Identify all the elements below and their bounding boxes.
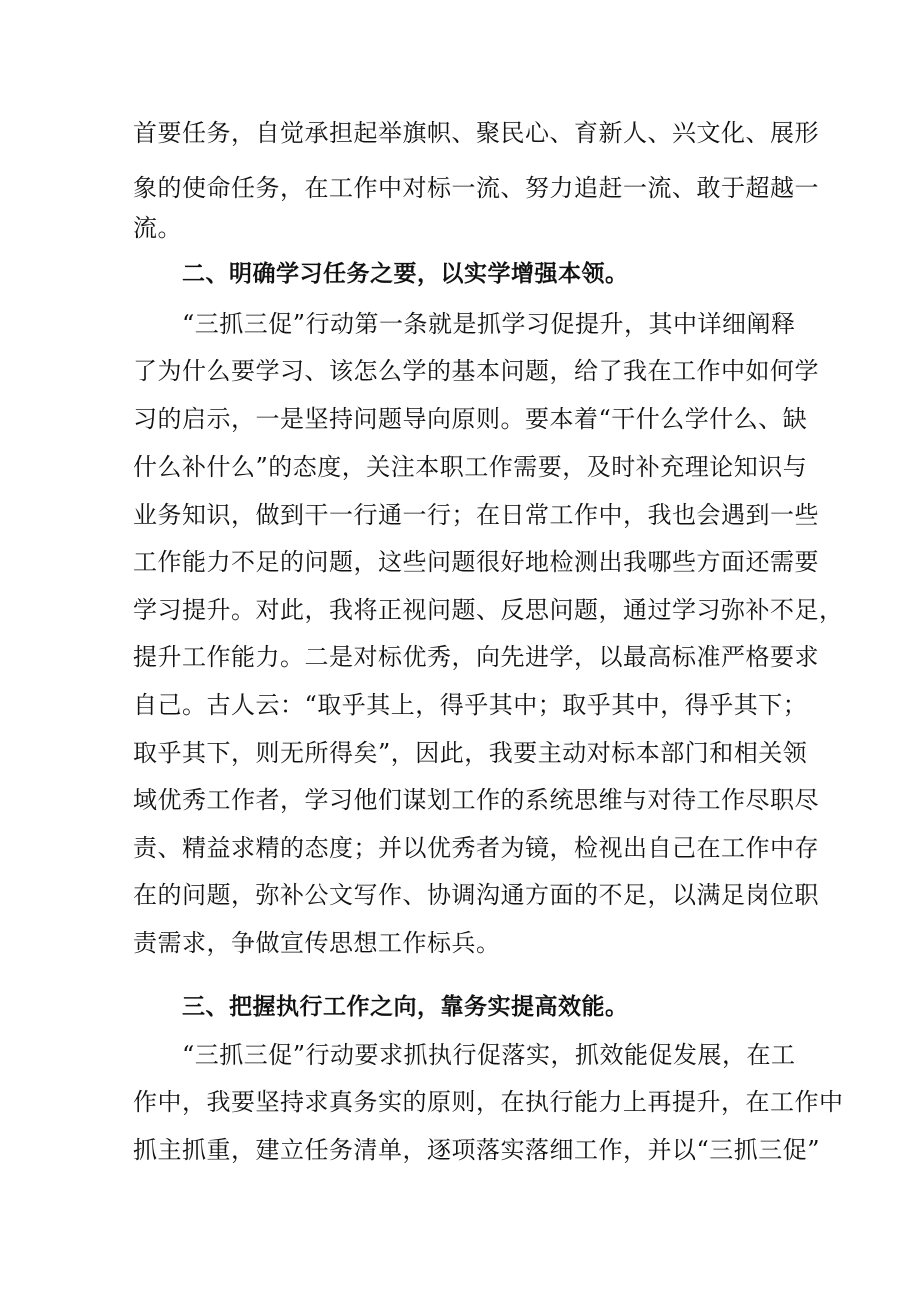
paragraph-line: 象的使命任务，在工作中对标一流、努力追赶一流、敢于超越一	[133, 174, 819, 202]
paragraph-line: 什么补什么”的态度，关注本职工作需要，及时补充理论知识与	[133, 453, 808, 481]
paragraph-line: “三抓三促”行动第一条就是抓学习促提升，其中详细阐释	[182, 310, 796, 338]
paragraph-line: 在的问题，弥补公文写作、协调沟通方面的不足，以满足岗位职	[133, 881, 819, 909]
paragraph-line: 提升工作能力。二是对标优秀，向先进学，以最高标准严格要求	[133, 643, 819, 671]
paragraph-line: 流。	[133, 214, 182, 242]
paragraph-line: 首要任务，自觉承担起举旗帜、聚民心、育新人、兴文化、展形	[133, 119, 819, 147]
paragraph-line: 抓主抓重，建立任务清单，逐项落实落细工作，并以“三抓三促”	[133, 1136, 821, 1164]
paragraph-line: “三抓三促”行动要求抓执行促落实，抓效能促发展，在工	[182, 1041, 796, 1069]
paragraph-line: 域优秀工作者，学习他们谋划工作的系统思维与对待工作尽职尽	[133, 786, 819, 814]
section-heading: 三、把握执行工作之向，靠务实提高效能。	[182, 994, 629, 1020]
paragraph-line: 自己。古人云：“取乎其上，得乎其中；取乎其中，得乎其下；	[133, 691, 808, 719]
paragraph-line: 学习提升。对此，我将正视问题、反思问题，通过学习弥补不足，	[133, 596, 844, 624]
paragraph-line: 业务知识，做到干一行通一行；在日常工作中，我也会遇到一些	[133, 501, 819, 529]
paragraph-line: 责、精益求精的态度；并以优秀者为镜，检视出自己在工作中存	[133, 834, 819, 862]
paragraph-line: 取乎其下，则无所得矣”，因此，我要主动对标本部门和相关领	[133, 739, 808, 767]
section-heading: 二、明确学习任务之要，以实学增强本领。	[182, 261, 629, 287]
paragraph-line: 了为什么要学习、该怎么学的基本问题，给了我在工作中如何学	[133, 357, 819, 385]
paragraph-line: 作中，我要坚持求真务实的原则，在执行能力上再提升，在工作中	[133, 1088, 844, 1116]
paragraph-line: 责需求，争做宣传思想工作标兵。	[133, 929, 501, 957]
paragraph-line: 工作能力不足的问题，这些问题很好地检测出我哪些方面还需要	[133, 548, 819, 576]
paragraph-line: 习的启示，一是坚持问题导向原则。要本着“干什么学什么、缺	[133, 405, 808, 433]
